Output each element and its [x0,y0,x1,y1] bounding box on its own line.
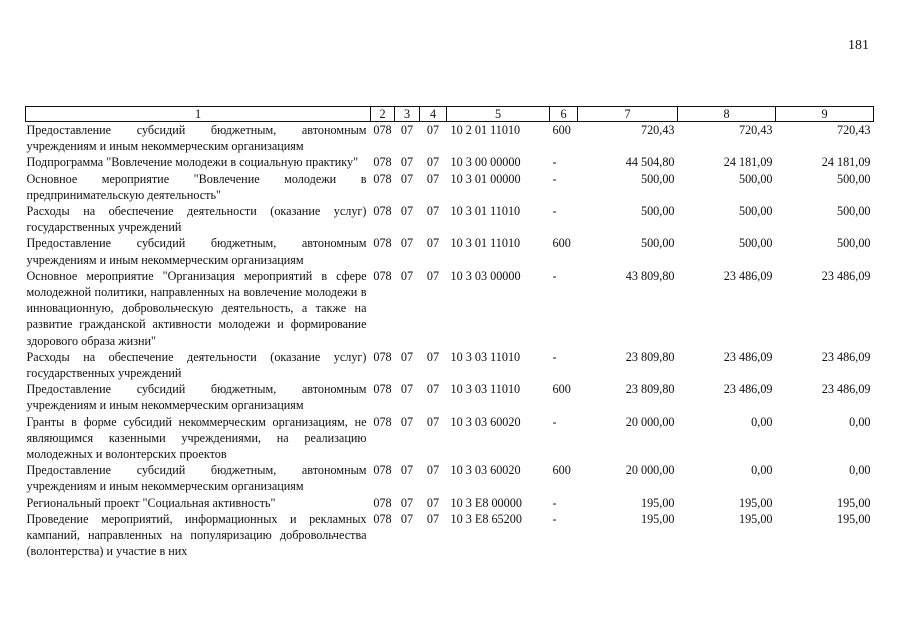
row-value-2: 500,00 [738,171,773,186]
table-row [26,203,874,235]
row-csr: 10 3 03 11010 [450,382,521,397]
row-value-1: 44 504,80 [625,155,675,170]
header-cell: 7 [578,107,678,122]
row-rz: 07 [400,171,414,186]
row-vr: - [552,155,557,170]
row-grbs: 078 [373,414,392,429]
header-cell: 1 [26,107,371,122]
row-grbs: 078 [373,463,392,478]
row-grbs: 078 [373,382,392,397]
table-row [26,171,874,203]
row-value-2: 23 486,09 [723,382,773,397]
header-cell: 5 [447,107,550,122]
row-name: Основное мероприятие "Вовлечение молодежи в предпринимательскую деятельность" [26,171,367,202]
table-row [26,349,874,381]
row-rz: 07 [400,495,414,510]
row-pr: 07 [426,463,440,478]
header-cell: 2 [371,107,395,122]
row-vr: - [552,511,557,526]
header-row [26,107,874,122]
row-rz: 07 [400,155,414,170]
row-value-1: 500,00 [640,204,675,219]
row-vr: 600 [552,236,571,251]
row-value-3: 500,00 [836,204,871,219]
row-name: Подпрограмма "Вовлечение молодежи в социальную практику" [26,155,359,170]
row-name: Расходы на обеспечение деятельности (оказание услуг) государственных учреждений [26,204,367,235]
row-vr: 600 [552,123,571,137]
row-value-3: 195,00 [836,495,871,510]
table-body [26,122,874,560]
row-csr: 10 3 03 60020 [450,414,521,429]
row-rz: 07 [400,268,414,283]
row-name: Предоставление субсидий бюджетным, автономным учреждениям и иным некоммерческим организациям [26,236,367,267]
row-value-1: 20 000,00 [625,414,675,429]
row-csr: 10 3 03 00000 [450,268,521,283]
row-value-2: 24 181,09 [723,155,773,170]
header-cell: 4 [420,107,447,122]
row-name: Предоставление субсидий бюджетным, автономным учреждениям и иным некоммерческим организациям [26,463,367,494]
row-value-1: 23 809,80 [625,349,675,364]
row-value-2: 23 486,09 [723,268,773,283]
row-rz: 07 [400,463,414,478]
row-pr: 07 [426,414,440,429]
row-vr: - [552,204,557,219]
row-value-1: 720,43 [640,123,675,137]
row-vr: - [552,171,557,186]
row-csr: 10 2 01 11010 [450,123,521,137]
row-value-3: 0,00 [849,414,871,429]
row-rz: 07 [400,382,414,397]
row-value-1: 500,00 [640,171,675,186]
row-value-3: 23 486,09 [821,382,871,397]
table-row [26,462,874,494]
table-row [26,122,874,155]
row-value-2: 0,00 [751,463,773,478]
table-row [26,235,874,267]
row-vr: - [552,414,557,429]
row-grbs: 078 [373,236,392,251]
table-row [26,495,874,511]
row-vr: - [552,349,557,364]
row-value-1: 20 000,00 [625,463,675,478]
row-value-2: 195,00 [738,511,773,526]
header-cell: 9 [776,107,874,122]
row-name: Предоставление субсидий бюджетным, автономным учреждениям и иным некоммерческим организациям [26,382,367,413]
row-csr: 10 3 01 11010 [450,204,521,219]
row-value-2: 500,00 [738,204,773,219]
row-value-3: 195,00 [836,511,871,526]
budget-table [25,106,874,559]
row-value-2: 0,00 [751,414,773,429]
row-pr: 07 [426,349,440,364]
table-row [26,268,874,349]
row-name: Проведение мероприятий, информационных и рекламных кампаний, направленных на популяризацию добровольчества (волонтерства) и участие в них [26,511,367,559]
row-grbs: 078 [373,155,392,170]
table-header [26,107,874,122]
row-grbs: 078 [373,171,392,186]
row-pr: 07 [426,171,440,186]
row-value-2: 500,00 [738,236,773,251]
page-number: 181 [848,38,869,53]
row-value-1: 43 809,80 [625,268,675,283]
row-pr: 07 [426,123,440,137]
row-rz: 07 [400,123,414,137]
row-grbs: 078 [373,349,392,364]
row-pr: 07 [426,236,440,251]
row-csr: 10 3 01 00000 [450,171,521,186]
row-value-2: 195,00 [738,495,773,510]
row-value-2: 720,43 [738,123,773,137]
row-value-3: 720,43 [836,123,871,137]
row-csr: 10 3 E8 00000 [450,495,522,510]
row-grbs: 078 [373,204,392,219]
row-pr: 07 [426,495,440,510]
row-vr: - [552,495,557,510]
row-value-1: 23 809,80 [625,382,675,397]
table-row [26,414,874,463]
header-cell: 3 [395,107,420,122]
row-name: Гранты в форме субсидий некоммерческим организациям, не являющимся казенными учреждениями, на реализацию молодежных и волонтерских проектов [26,414,367,462]
table-row [26,154,874,170]
row-vr: 600 [552,382,571,397]
row-value-1: 195,00 [640,495,675,510]
row-pr: 07 [426,204,440,219]
row-pr: 07 [426,511,440,526]
row-name: Региональный проект "Социальная активность" [26,495,276,510]
row-rz: 07 [400,511,414,526]
row-name: Предоставление субсидий бюджетным, автономным учреждениям и иным некоммерческим организациям [26,123,367,154]
row-value-2: 23 486,09 [723,349,773,364]
row-value-1: 500,00 [640,236,675,251]
row-rz: 07 [400,204,414,219]
row-value-3: 500,00 [836,236,871,251]
row-pr: 07 [426,268,440,283]
row-value-3: 0,00 [849,463,871,478]
row-grbs: 078 [373,268,392,283]
row-grbs: 078 [373,123,392,137]
row-grbs: 078 [373,495,392,510]
row-grbs: 078 [373,511,392,526]
row-csr: 10 3 E8 65200 [450,511,522,526]
table-row [26,381,874,413]
table-row [26,511,874,560]
row-name: Основное мероприятие "Организация мероприятий в сфере молодежной политики, направленных на вовлечение молодежи в инновационную, добровольческую деятельность, а также на развитие гражданской активности молодежи и формирование здорового образа жизни" [26,268,367,348]
header-cell: 6 [550,107,578,122]
header-cell: 8 [678,107,776,122]
row-csr: 10 3 01 11010 [450,236,521,251]
row-vr: 600 [552,463,571,478]
row-value-3: 23 486,09 [821,268,871,283]
row-csr: 10 3 03 11010 [450,349,521,364]
row-value-1: 195,00 [640,511,675,526]
row-value-3: 24 181,09 [821,155,871,170]
row-name: Расходы на обеспечение деятельности (оказание услуг) государственных учреждений [26,349,367,381]
row-vr: - [552,268,557,283]
row-rz: 07 [400,349,414,364]
row-value-3: 500,00 [836,171,871,186]
row-value-3: 23 486,09 [821,349,871,364]
row-pr: 07 [426,155,440,170]
row-csr: 10 3 03 60020 [450,463,521,478]
row-rz: 07 [400,236,414,251]
row-rz: 07 [400,414,414,429]
row-pr: 07 [426,382,440,397]
row-csr: 10 3 00 00000 [450,155,521,170]
